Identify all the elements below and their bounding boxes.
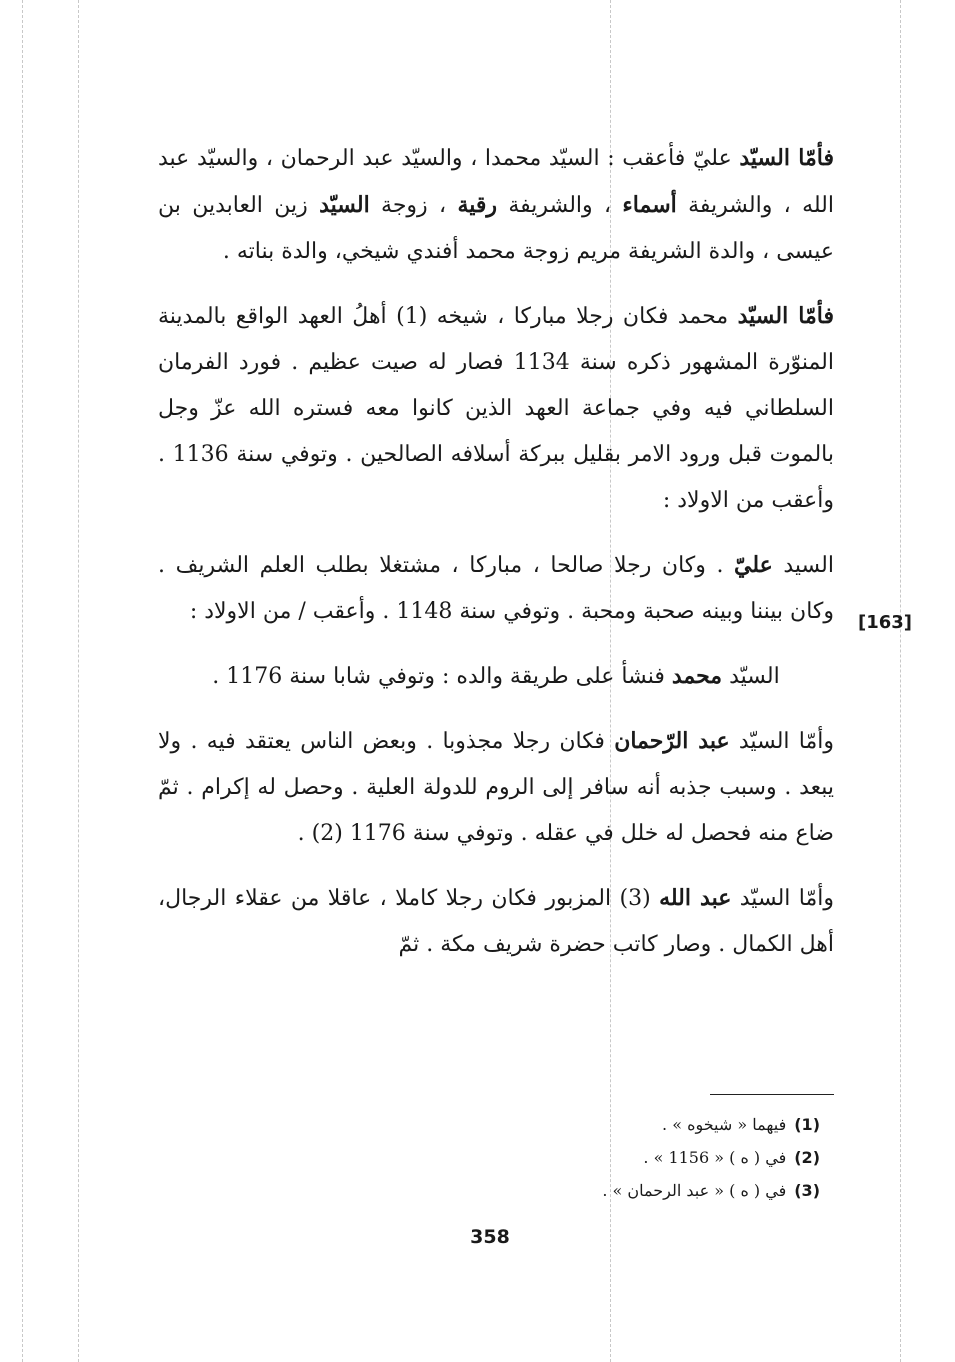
footnote bbox=[400, 1174, 820, 1207]
bold-name: رقية bbox=[457, 192, 498, 218]
bold-name: السيّد bbox=[319, 192, 370, 218]
page-number: 358 bbox=[470, 1226, 510, 1248]
bold-name: فأمّا السيّد bbox=[737, 303, 834, 329]
bold-name: أسماء bbox=[622, 192, 677, 218]
text-run: محمد فكان رجلا مباركا ، شيخه (1) أهلُ العهد الواقع بالمدينة المنوّرة المشهور ذكره سنة 1134 فصار له صيت عظيم . فورد الفرمان السلطاني فيه وفي جماعة العهد الذين كانوا معه فستره الله عزّ وجل بالموت قبل ورود الامر بقليل ببركة أسلافه الصالحين . وتوفي سنة 1136 . وأعقب من الاولاد : bbox=[158, 304, 834, 513]
body-text bbox=[158, 135, 834, 986]
margin-page-reference: [163] bbox=[858, 612, 913, 633]
footnote bbox=[400, 1141, 820, 1174]
paragraph bbox=[158, 653, 834, 700]
bold-name: محمد bbox=[671, 663, 723, 689]
scan-guide-line bbox=[78, 0, 79, 1362]
paragraph bbox=[158, 135, 834, 275]
text-run: زين العابدين بن عيسى ، والدة الشريفة مريم زوجة محمد أفندي شيخي، والدة بناته . bbox=[158, 193, 834, 264]
text-run: فكان رجلا مجذوبا . وبعض الناس يعتقد فيه . ولا يبعد . وسبب جذبه أنه سافر إلى الروم للدولة العلية . وحصل له إكرام . ثمّ ضاع منه فحصل له خلل في عقله . وتوفي سنة 1176 (2) . bbox=[158, 729, 834, 846]
bold-name: عبد الله bbox=[659, 885, 732, 911]
text-run: (3) المزبور فكان رجلا كاملا ، عاقلا من عقلاء الرجال، أهل الكمال . وصار كاتب حضرة شريف مكة . ثمّ bbox=[158, 886, 834, 957]
text-run: وأمّا السيّد bbox=[729, 729, 835, 754]
footnote-separator bbox=[710, 1094, 834, 1095]
footnote-number: (3) bbox=[794, 1181, 820, 1200]
footnote-text: في ( ه ) « عبد الرحمان » . bbox=[602, 1181, 787, 1200]
bold-name: عليّ bbox=[734, 552, 773, 578]
text-run: . وكان رجلا صالحا ، مباركا ، مشتغلا بطلب العلم الشريف . وكان بيننا وبينه صحبة ومحبة . وتوفي سنة 1148 . وأعقب / من الاولاد : bbox=[158, 553, 834, 624]
text-run: فنشأ على طريقة والده : وتوفي شابا سنة 1176 . bbox=[212, 664, 672, 689]
text-run: السيد bbox=[772, 553, 834, 578]
footnote-number: (1) bbox=[794, 1115, 820, 1134]
footnotes bbox=[400, 1108, 820, 1207]
text-run: وأمّا السيّد bbox=[731, 886, 835, 911]
scan-guide-line bbox=[22, 0, 23, 1362]
scan-guide-line bbox=[900, 0, 901, 1362]
text-run: السيّد bbox=[722, 664, 780, 689]
paragraph bbox=[158, 293, 834, 524]
bold-name: فأمّا السيّد bbox=[739, 145, 834, 171]
text-run: ، زوجة bbox=[369, 193, 458, 218]
text-run: عليّ فأعقب : السيّد محمدا ، والسيّد عبد الرحمان ، والسيّد عبد الله ، والشريفة bbox=[158, 146, 834, 218]
footnote-number: (2) bbox=[794, 1148, 820, 1167]
paragraph bbox=[158, 542, 834, 635]
footnote-text: فيهما « شيخوه » . bbox=[662, 1115, 787, 1134]
text-run: ، والشريفة bbox=[497, 193, 623, 218]
paragraph bbox=[158, 875, 834, 968]
bold-name: عبد الرّحمان bbox=[614, 728, 730, 754]
footnote-text: في ( ه ) « 1156 » . bbox=[643, 1148, 787, 1167]
footnote bbox=[400, 1108, 820, 1141]
paragraph bbox=[158, 718, 834, 857]
